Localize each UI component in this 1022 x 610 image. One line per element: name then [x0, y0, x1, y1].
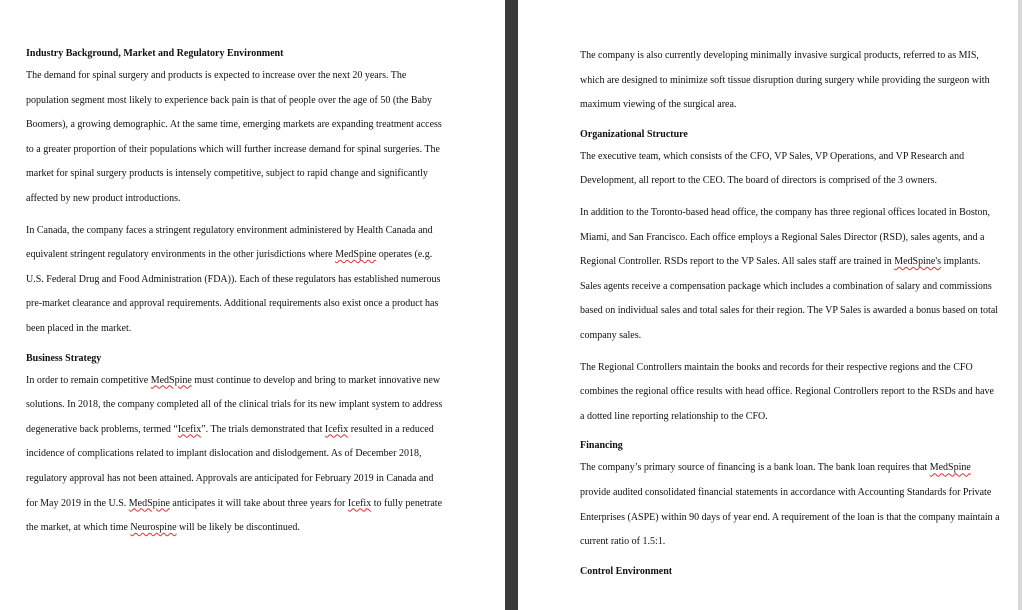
text-run: to fully penetrate the market, at which time [26, 497, 443, 534]
text-run: In Canada, the company faces a stringent regulatory environment administered by Health Canada and equivalent stringent regulatory environments in the other jurisdictions where [26, 224, 433, 261]
heading-business-strategy: Business Strategy [26, 352, 102, 364]
text-run: implants. Sales agents receive a compensation package which includes a combination of salary and commissions based on individual sales and total sales for their region. The VP Sales is awarded a bonus based on total company sales. [580, 256, 999, 341]
text-run: ”. The trials demonstrated that [201, 423, 325, 435]
spellcheck-word[interactable]: MedSpine [929, 462, 971, 474]
right-page-content [580, 44, 1000, 582]
heading-organizational-structure: Organizational Structure [580, 128, 688, 140]
paragraph-regional-controllers: The Regional Controllers maintain the books and records for their respective regions and the CFO combines the regional office results with head office. Regional Controllers report to the RSDs and have a dotted line reporting relationship to the CFO. [580, 361, 994, 422]
heading-control-environment: Control Environment [580, 565, 673, 577]
paragraph-demand: The demand for spinal surgery and products is expected to increase over the next 20 years. The population segment most likely to experience back pain is that of people over the age of 50 (the Baby Boomers), a growing demographic. At the same time, emerging markets are expanding treatment access to a greater proportion of their populations which will further increase demand for spinal surgeries. The market for spinal surgery products is intensely competitive, subject to rapid change and significantly affected by new product introductions. [26, 70, 442, 204]
text-run: In order to remain competitive [26, 374, 151, 386]
paragraph-canada-regulatory [26, 219, 446, 342]
spellcheck-word[interactable]: Icefix [347, 497, 372, 509]
spellcheck-word[interactable]: MedSpine [335, 249, 377, 261]
text-run: resulted in a reduced incidence of complications related to implant dislocation and dislodgement. As of December 2018, regulatory approval has not been attained. Approvals are anticipated for February 2019 in Canada and for May 2019 in the U.S. [26, 423, 434, 509]
spellcheck-word[interactable]: MedSpine [128, 497, 170, 509]
spellcheck-word[interactable]: MedSpine's [894, 256, 942, 268]
spellcheck-word[interactable]: MedSpine [150, 374, 192, 386]
paragraph-executive-team: The executive team, which consists of the CFO, VP Sales, VP Operations, and VP Research and Development, all report to the CEO. The board of directors is comprised of the 3 owners. [580, 150, 965, 187]
text-run: will be likely be discontinued. [176, 522, 300, 534]
heading-industry-background: Industry Background, Market and Regulatory Environment [26, 48, 284, 59]
text-run: anticipates it will take about three years for [169, 497, 348, 509]
text-run: provide audited consolidated financial statements in accordance with Accounting Standards for Private Enterprises (ASPE) within 90 days of year end. A requirement of the loan is that the company maintain a current ratio of 1.5:1. [580, 486, 1000, 548]
text-run: operates (e.g. U.S. Federal Drug and Food Administration (FDA)). Each of these regulators has established numerous pre-market clearance and approval requirements. Additional requirements also exist once a product has been placed in the market. [26, 249, 441, 334]
spellcheck-word[interactable]: Icefix [177, 423, 202, 435]
spellcheck-word[interactable]: Icefix [324, 423, 349, 435]
left-page [0, 0, 505, 610]
paragraph-regional-offices [580, 201, 1000, 349]
text-run: must continue to develop and bring to market innovative new solutions. In 2018, the company completed all of the clinical trials for its new implant system to address degenerative back problems, termed “ [26, 374, 443, 435]
text-run: In addition to the Toronto-based head office, the company has three regional offices located in Boston, Miami, and San Francisco. Each office employs a Regional Sales Director (RSD), sales agents, and a Regional Controller. RSDs report to the VP Sales. All sales staff are trained in [580, 206, 991, 268]
scroll-edge [1018, 0, 1022, 610]
paragraph-mis: The company is also currently developing minimally invasive surgical products, referred to as MIS, which are designed to minimize soft tissue disruption during surgery while providing the surgeon with maximum viewing of the surgical area. [580, 50, 990, 111]
right-page [518, 0, 1022, 610]
text-run: The company’s primary source of financing is a bank loan. The bank loan requires that [580, 462, 930, 474]
paragraph-strategy [26, 369, 446, 541]
page-divider [505, 0, 518, 610]
left-page-content [26, 44, 446, 548]
spellcheck-word[interactable]: Neurospine [130, 522, 177, 534]
paragraph-financing [580, 456, 1000, 554]
heading-financing: Financing [580, 440, 623, 452]
